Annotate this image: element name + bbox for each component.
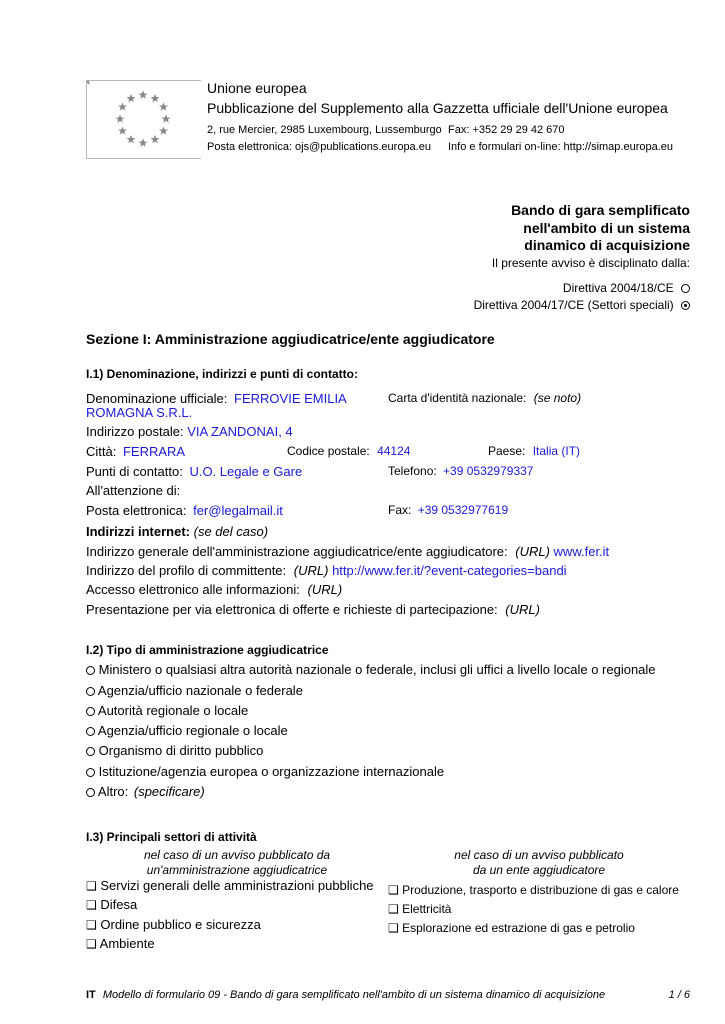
footer-form: Modello di formulario 09 - Bando di gara semplificato nell'ambito di un sistema dinamico di acquisizione [102,989,606,1001]
checkbox-icon[interactable]: ❑ [388,921,399,935]
footer-page: 1 / 6 [668,989,690,1001]
col-left-head-line: un'amministrazione aggiudicatrice [146,863,328,877]
phone-label: Telefono: [388,464,437,478]
directive-b-label: Direttiva 2004/17/CE (Settori speciali) [473,298,674,312]
type-label: Agenzia/ufficio nazionale o federale [97,683,303,698]
profile-link[interactable]: http://www.fer.it/?event-categories=bandi [332,563,567,578]
postal-value: VIA ZANDONAI, 4 [187,424,293,439]
zip-value: 44124 [377,444,411,458]
header-org: Unione europea [207,80,307,96]
directive-b-row[interactable] [474,298,690,312]
type-label: Organismo di diritto pubblico [98,743,264,758]
general-url-tag: (URL) [515,544,550,559]
i3-title: I.3) Principali settori di attività [86,830,257,844]
profile-label: Indirizzo del profilo di committente: [86,563,287,578]
col-right-head-line: nel caso di un avviso pubblicato [454,848,624,862]
postal-row [86,424,293,439]
directive-a-label: Direttiva 2004/18/CE [562,281,674,295]
sector-item[interactable] [86,936,155,951]
type-other-specify: (specificare) [133,784,205,799]
email-label: Posta elettronica: [86,503,187,518]
sector-item[interactable] [388,921,635,935]
access-row [86,582,342,597]
submission-label: Presentazione per via elettronica di offerte e richieste di partecipazione: [86,602,498,617]
footer-lang: IT [86,989,96,1001]
type-option[interactable] [86,683,303,698]
zip-label: Codice postale: [287,444,370,458]
sector-item[interactable] [388,902,451,916]
type-radio[interactable] [86,687,95,696]
col-left-head [86,848,388,878]
city-value: FERRARA [122,444,186,459]
checkbox-icon[interactable]: ❑ [86,937,97,951]
city-row [86,444,185,459]
fax-row [388,503,508,517]
type-option[interactable] [86,743,263,758]
access-url-tag: (URL) [307,582,343,597]
notice-title-line: Bando di gara semplificato [511,202,690,218]
header-address: 2, rue Mercier, 2985 Luxembourg, Lussemburgo [207,124,442,136]
access-label: Accesso elettronico alle informazioni: [86,582,300,597]
contact-label: Punti di contatto: [86,464,183,479]
official-name-row [86,391,347,406]
sector-label: Servizi generali delle amministrazioni pubbliche [100,878,374,893]
type-radio[interactable] [86,788,95,797]
official-name-value: FERROVIE EMILIA [234,391,347,406]
fax-label: Fax: [388,503,412,517]
official-name-value-cont: ROMAGNA S.R.L. [86,405,193,420]
header-info: Info e formulari on-line: http://simap.europa.eu [448,141,674,153]
notice-title [511,202,690,255]
header-publication: Pubblicazione del Supplemento alla Gazzetta ufficiale dell'Unione europea [207,100,668,116]
header-fax: Fax: +352 29 29 42 670 [448,124,565,136]
governed-by: Il presente avviso è disciplinato dalla: [491,256,690,270]
header-email: Posta elettronica: ojs@publications.europa.eu [207,141,431,153]
footer [86,989,605,1001]
i2-title: I.2) Tipo di amministrazione aggiudicatrice [86,643,329,657]
fax-value: +39 0532977619 [417,503,509,517]
zip-row [287,444,410,458]
directive-b-radio[interactable] [681,301,690,310]
profile-url-tag: (URL) [293,563,329,578]
directive-a-row[interactable] [563,281,690,295]
col-right-head-line: da un ente aggiudicatore [472,863,606,877]
type-option[interactable] [86,662,656,677]
notice-title-line: dinamico di acquisizione [524,237,690,253]
directive-a-radio[interactable] [681,284,690,293]
type-option[interactable] [86,723,288,738]
checkbox-icon[interactable]: ❑ [86,879,97,893]
notice-title-line: nell'ambito di un sistema [523,219,690,236]
sector-item[interactable] [388,883,679,897]
country-row [488,444,580,458]
type-radio[interactable] [86,768,95,777]
checkbox-icon[interactable]: ❑ [388,883,399,897]
contact-row [86,464,302,479]
checkbox-icon[interactable]: ❑ [86,918,97,932]
col-right-head [388,848,690,878]
attention-label: All'attenzione di: [86,483,181,498]
checkbox-icon[interactable]: ❑ [388,902,399,916]
sector-item[interactable] [86,897,137,912]
eu-logo [86,80,201,159]
type-radio[interactable] [86,747,95,756]
type-label: Istituzione/agenzia europea o organizzazione internazionale [98,764,445,779]
email-value[interactable]: fer@legalmail.it [193,503,283,518]
sector-label: Difesa [100,897,138,912]
internet-label: Indirizzi internet: [86,524,190,539]
internet-row [86,524,268,539]
sector-label: Ordine pubblico e sicurezza [100,917,261,932]
sector-label: Ambiente [99,936,155,951]
section1-title: Sezione I: Amministrazione aggiudicatrice/ente aggiudicatore [86,331,495,347]
profile-row [86,563,567,578]
sector-item[interactable] [86,917,261,932]
type-label: Agenzia/ufficio regionale o locale [97,723,288,738]
type-label: Altro: [97,784,129,799]
national-id-value: (se noto) [533,391,582,405]
type-option[interactable] [86,764,444,779]
type-label: Ministero o qualsiasi altra autorità nazionale o federale, inclusi gli uffici a livello locale o regionale [98,662,656,677]
national-id-label: Carta d'identità nazionale: [388,391,527,405]
sector-label: Esplorazione ed estrazione di gas e petrolio [402,921,635,935]
type-option[interactable] [86,784,205,799]
email-row [86,503,283,518]
phone-row [388,464,533,478]
sector-label: Produzione, trasporto e distribuzione di gas e calore [402,883,679,897]
postal-label: Indirizzo postale: [86,424,184,439]
type-label: Autorità regionale o locale [97,703,249,718]
general-address-link[interactable]: www.fer.it [553,544,610,559]
submission-url-tag: (URL) [505,602,540,617]
checkbox-icon[interactable]: ❑ [86,898,97,912]
submission-row [86,602,540,617]
sector-item[interactable] [86,878,374,893]
official-name-label: Denominazione ufficiale: [86,391,228,406]
general-address-row [86,544,609,559]
i1-title: I.1) Denominazione, indirizzi e punti di contatto: [86,367,358,381]
general-address-label: Indirizzo generale dell'amministrazione aggiudicatrice/ente aggiudicatore: [86,544,508,559]
contact-value: U.O. Legale e Gare [189,464,303,479]
type-radio[interactable] [86,666,95,675]
city-label: Città: [86,444,117,459]
sector-label: Elettricità [402,902,452,916]
national-id [388,391,581,405]
type-radio[interactable] [86,707,95,716]
type-radio[interactable] [86,727,95,736]
type-option[interactable] [86,703,248,718]
country-value: Italia (IT) [532,444,581,458]
country-label: Paese: [488,444,526,458]
eu-stars-icon [87,81,201,158]
col-left-head-line: nel caso di un avviso pubblicato da [143,848,331,862]
internet-note: (se del caso) [193,524,269,539]
phone-value: +39 0532979337 [443,464,534,478]
